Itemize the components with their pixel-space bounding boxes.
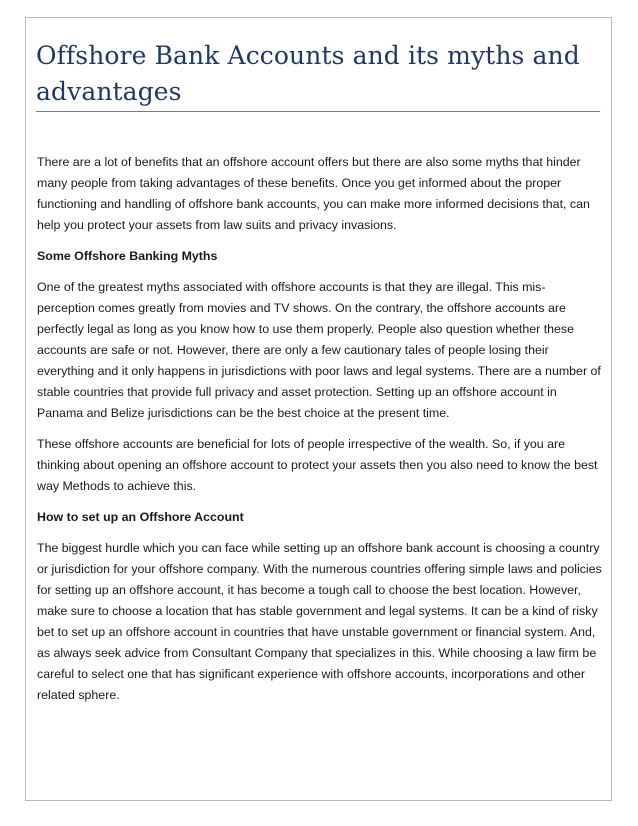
section-heading-myths: Some Offshore Banking Myths	[37, 249, 218, 264]
setup-paragraph-1: The biggest hurdle which you can face while setting up an offshore bank account is choosing a country or jurisdiction for your offshore company. With the numerous countries offering simple laws and policies for setting up an offshore account, it has become a tough call to choose the best location. However, make sure to choose a location that has stable government and legal systems. It can be a kind of risky bet to set up an offshore account in countries that have unstable government or financial system. And, as always seek advice from Consultant Company that specializes in this. While choosing a law firm be careful to select one that has significant experience with offshore accounts, incorporations and other related sphere.	[37, 541, 602, 702]
intro-paragraph: There are a lot of benefits that an offshore account offers but there are also some myths that hinder many people from taking advantages of these benefits. Once you get informed about the proper functioning and handling of offshore bank accounts, you can make more informed decisions that, can help you protect your assets from law suits and privacy invasions.	[37, 155, 590, 232]
title-underline	[36, 111, 600, 112]
document-title: Offshore Bank Accounts and its myths and advantages	[36, 41, 580, 106]
document-body	[37, 152, 602, 716]
section-heading-setup: How to set up an Offshore Account	[37, 510, 244, 525]
myths-paragraph-1: One of the greatest myths associated with offshore accounts is that they are illegal. This mis-perception comes greatly from movies and TV shows. On the contrary, the offshore accounts are perfectly legal as long as you know how to use them properly. People also question whether these accounts are safe or not. However, there are only a few cautionary tales of people losing their everything and it only happens in jurisdictions with poor laws and legal systems. There are a number of stable countries that provide full privacy and asset protection. Setting up an offshore account in Panama and Belize jurisdictions can be the best choice at the present time.	[37, 280, 601, 420]
myths-paragraph-2: These offshore accounts are beneficial for lots of people irrespective of the wealth. So, if you are thinking about opening an offshore account to protect your assets then you also need to know the best way Methods to achieve this.	[37, 437, 598, 493]
